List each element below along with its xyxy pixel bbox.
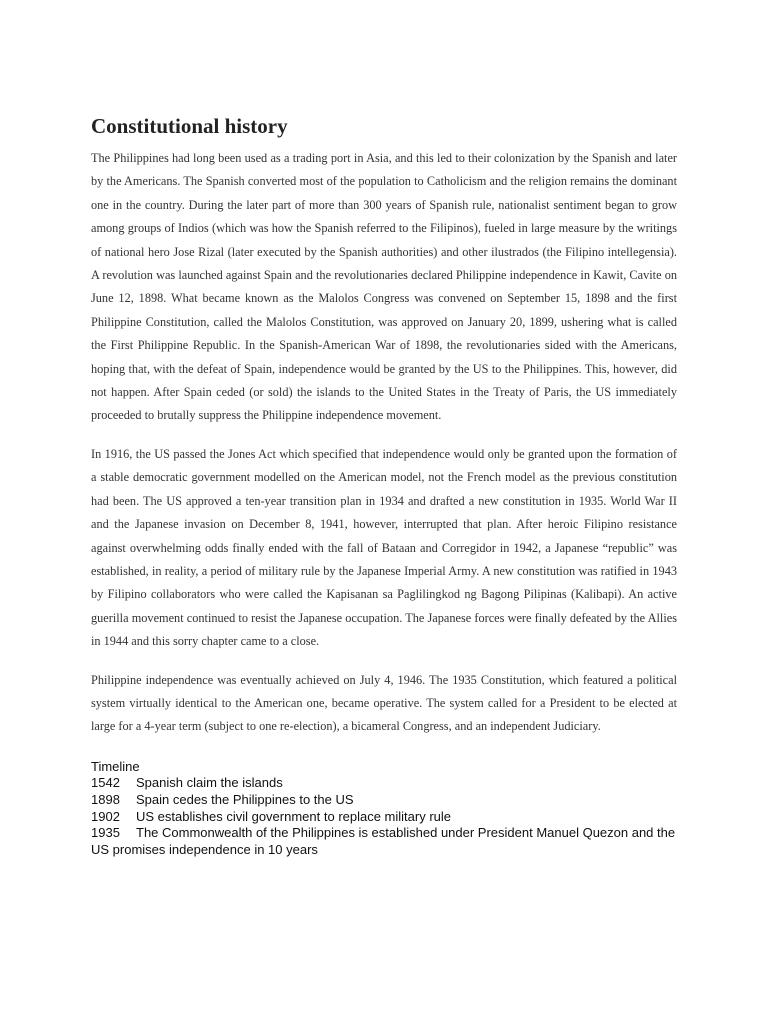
timeline-event: US establishes civil government to replace military rule	[136, 808, 452, 824]
page-title: Constitutional history	[91, 114, 288, 138]
paragraph-american-and-japanese-era: In 1916, the US passed the Jones Act which specified that independence would only be granted upon the formation of a stable democratic government modelled on the American model, not the French model as the previous constitution had been. The US approved a ten-year transition plan in 1934 and drafted a new constitution in 1935. World War II and the Japanese invasion on December 8, 1941, however, interrupted that plan. After heroic Filipino resistance against overwhelming odds finally ended with the fall of Bataan and Corregidor in 1942, a Japanese “republic” was established, in reality, a period of military rule by the Japanese Imperial Army. A new constitution was ratified in 1943 by Filipino collaborators who were called the Kapisanan sa Paglilingkod ng Bagong Pilipinas (Kalibapi). An active guerilla movement continued to resist the Japanese occupation. The Japanese forces were finally defeated by the Allies in 1944 and this sorry chapter came to a close.	[91, 446, 677, 649]
paragraph-spanish-colonial-era: The Philippines had long been used as a trading port in Asia, and this led to their colonization by the Spanish and later by the Americans. The Spanish converted most of the population to Catholicism and the religion remains the dominant one in the country. During the later part of more than 300 years of Spanish rule, nationalist sentiment began to grow among groups of Indios (which was how the Spanish referred to the Filipinos), fueled in large measure by the writings of national hero Jose Rizal (later executed by the Spanish authorities) and other ilustrados (the Filipino intellegensia). A revolution was launched against Spain and the revolutionaries declared Philippine independence in Kawit, Cavite on June 12, 1898. What became known as the Malolos Congress was convened on September 15, 1898 and the first Philippine Constitution, called the Malolos Constitution, was approved on January 20, 1899, ushering what is called the First Philippine Republic. In the Spanish-American War of 1898, the revolutionaries sided with the Americans, hoping that, with the defeat of Spain, independence would be granted by the US to the Philippines. This, however, did not happen. After Spain ceded (or sold) the islands to the United States in the Treaty of Paris, the US immediately proceeded to brutally suppress the Philippine independence movement.	[91, 151, 677, 423]
timeline-entry	[91, 809, 677, 826]
timeline-entry	[91, 775, 677, 792]
timeline-heading: Timeline	[91, 758, 140, 774]
document-page	[91, 112, 677, 858]
timeline-year: 1902	[91, 808, 120, 824]
timeline-year: 1542	[91, 775, 120, 791]
timeline-year: 1935	[91, 825, 120, 841]
timeline-event: Spain cedes the Philippines to the US	[136, 791, 354, 807]
timeline-entry	[91, 792, 677, 809]
timeline-event: Spanish claim the islands	[136, 775, 283, 791]
timeline	[91, 759, 677, 859]
timeline-event: The Commonwealth of the Philippines is established under President Manuel Quezon and the US promises independence in 10 years	[91, 825, 676, 857]
timeline-entry	[91, 825, 677, 858]
paragraph-independence: Philippine independence was eventually achieved on July 4, 1946. The 1935 Constitution, which featured a political system virtually identical to the American one, became operative. The system called for a President to be elected at large for a 4-year term (subject to one re-election), a bicameral Congress, and an independent Judiciary.	[91, 672, 677, 734]
timeline-year: 1898	[91, 791, 120, 807]
